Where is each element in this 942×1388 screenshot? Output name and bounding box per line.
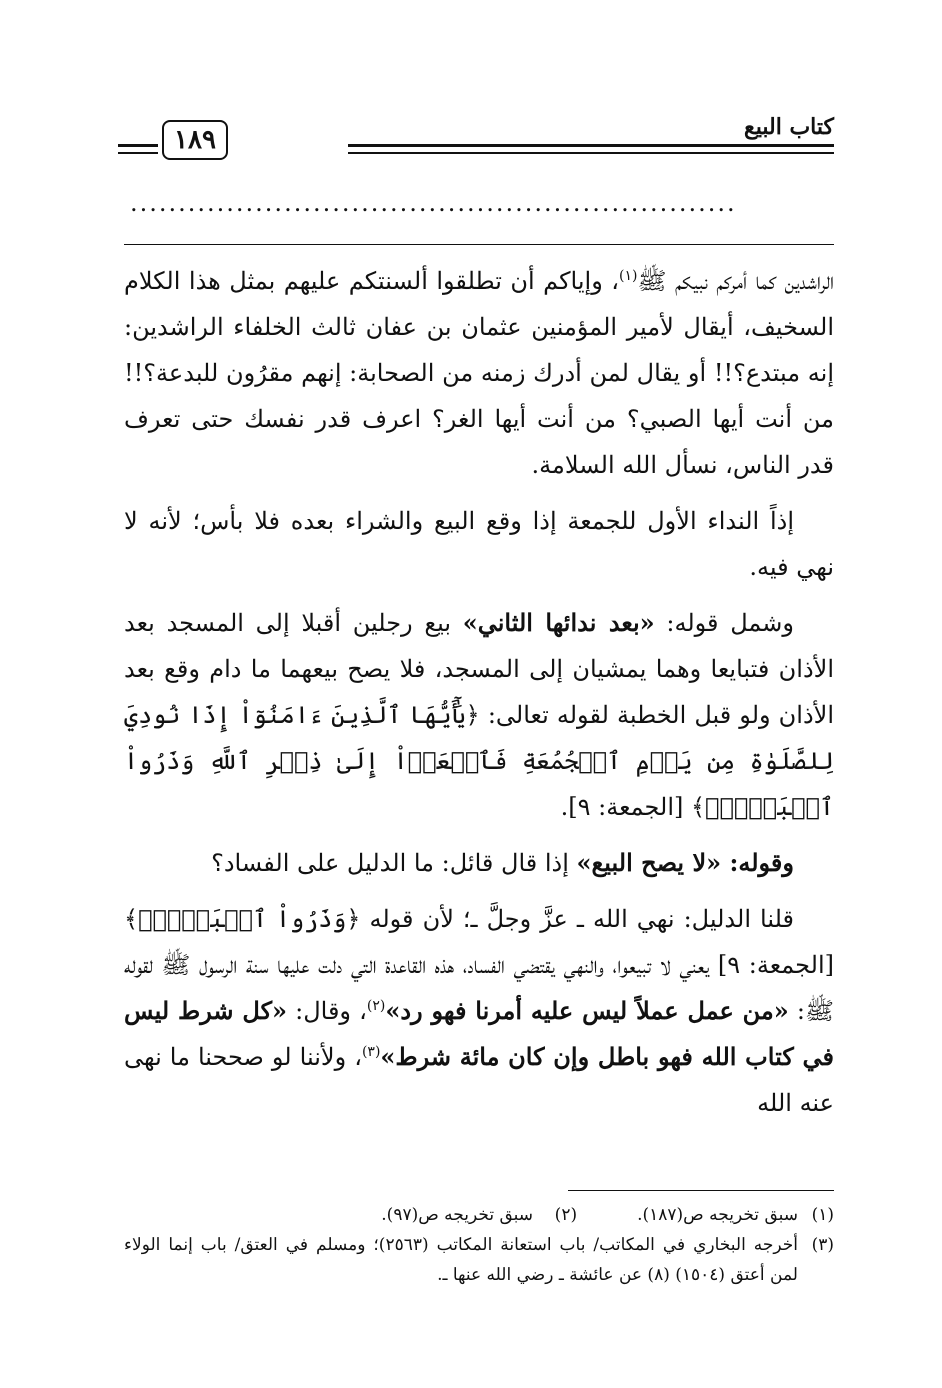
- paragraph-2: إذاً النداء الأول للجمعة إذا وقع البيع والشراء بعده فلا بأس؛ لأنه لا نهي فيه.: [124, 507, 834, 581]
- page-header: [118, 108, 834, 170]
- header-rule-left: [118, 144, 158, 154]
- footnote-number-1: (١): [811, 1205, 834, 1225]
- paragraph-1: [124, 258, 834, 488]
- verse-reference: [الجمعة: ٩].: [560, 793, 691, 821]
- footnote-ref-3: (٣): [361, 1044, 381, 1060]
- p1-text-2: ، وإياكم أن تطلقوا ألسنتكم عليهم بمثل هذا الكلام السخيف، أيقال لأمير المؤمنين عثمان بن عفان ثالث الخلفاء الراشدين: إنه مبتدع؟!! أو يقال لمن أدرك زمنه من الصحابة: إنهم مقرُون للبدعة؟!! من أنت أيها الصبي؟ من أنت أيها الغر؟ اعرف قدر نفسك حتى تعرف قدر الناس، نسأل الله السلامة.: [124, 267, 834, 479]
- paragraph-5: [124, 896, 834, 1126]
- paragraph-3: [124, 600, 834, 830]
- footnote-text-1-2: [124, 1200, 798, 1230]
- p3-text-2: بيع رجلين أقبلا إلى المسجد بعد الأذان فتبايعا وهما يمشيان إلى المسجد، فلا يصح بيعهما ما دام وقع بعد الأذان ولو قبل الخطبة لقوله تعالى:: [124, 609, 835, 729]
- paragraph-4: [124, 840, 834, 886]
- footnote-row-3: [124, 1230, 834, 1290]
- chapter-title: كتاب البيع: [744, 114, 834, 140]
- footnote-text-3: أخرجه البخاري في المكاتب/ باب استعانة المكاتب (٢٥٦٣)؛ ومسلم في العتق/ باب إنما الولاء لمن أعتق (١٥٠٤) (٨) عن عائشة ـ رضي الله عنها ـ.: [124, 1235, 798, 1285]
- footnote-text-1: سبق تخريجه ص(١٨٧).: [637, 1205, 798, 1225]
- footnote-text-2: سبق تخريجه ص(٩٧).: [381, 1205, 534, 1225]
- quran-verse-short: ﴿وَذَرُواْ ٱلۡبَيۡعَۚ﴾: [124, 905, 361, 933]
- p4-text-1: إذا قال قائل: ما الدليل على الفساد؟: [211, 849, 577, 877]
- p5-text-2: [الجمعة: ٩] يعني لا تبيعوا، والنهي يقتضي الفساد، هذه القاعدة التي دلت عليها سنة الرسول ﷺ لقوله ﷺ:: [124, 951, 834, 1025]
- footnote-row-1-2: [124, 1200, 834, 1230]
- header-rule-right: [348, 144, 834, 154]
- p4-bold-quote: وقوله: «لا يصح البيع»: [576, 848, 794, 877]
- footnote-rule: [568, 1190, 834, 1191]
- hadith-quote-1: «من عمل عملاً ليس عليه أمرنا فهو رد»: [385, 996, 789, 1025]
- content-top-rule: [124, 244, 834, 245]
- p3-bold-quote: «بعد ندائها الثاني»: [462, 608, 655, 637]
- hadith-quote-2: «كل شرط ليس في كتاب الله فهو باطل وإن كان مائة شرط»: [124, 996, 834, 1071]
- dotted-separator: ...............................................................: [130, 189, 737, 217]
- footnote-number-2: (٢): [554, 1205, 578, 1225]
- footnote-ref-1: (١): [619, 268, 638, 284]
- footnote-ref-2: (٢): [366, 998, 386, 1014]
- p5-text-1: قلنا الدليل: نهي الله ـ عزَّ وجلَّ ـ؛ لأن قوله: [360, 905, 794, 933]
- main-text: [124, 258, 834, 1136]
- page-number: ١٨٩: [162, 120, 228, 160]
- footnotes: [124, 1200, 834, 1290]
- p5-text-4: ، ولأننا لو صححنا ما نهى عنه الله: [124, 1043, 834, 1117]
- quran-verse: ﴿يَٰٓأَيُّهَا ٱلَّذِينَ ءَامَنُوٓاْ إِذَا نُودِيَ لِلصَّلَوٰةِ مِن يَوۡمِ ٱلۡجُمُعَةِ فَٱسۡعَوۡاْ إِلَىٰ ذِكۡرِ ٱللَّهِ وَذَرُواْ ٱلۡبَيۡعَۚ﴾: [124, 701, 834, 821]
- p1-text-1: الراشدين كما أمركم نبيكم ﷺ: [637, 267, 834, 295]
- p3-text-1: وشمل قوله:: [654, 609, 794, 637]
- footnote-number-3: (٣): [811, 1235, 834, 1255]
- p5-text-3: ، وقال:: [287, 997, 367, 1025]
